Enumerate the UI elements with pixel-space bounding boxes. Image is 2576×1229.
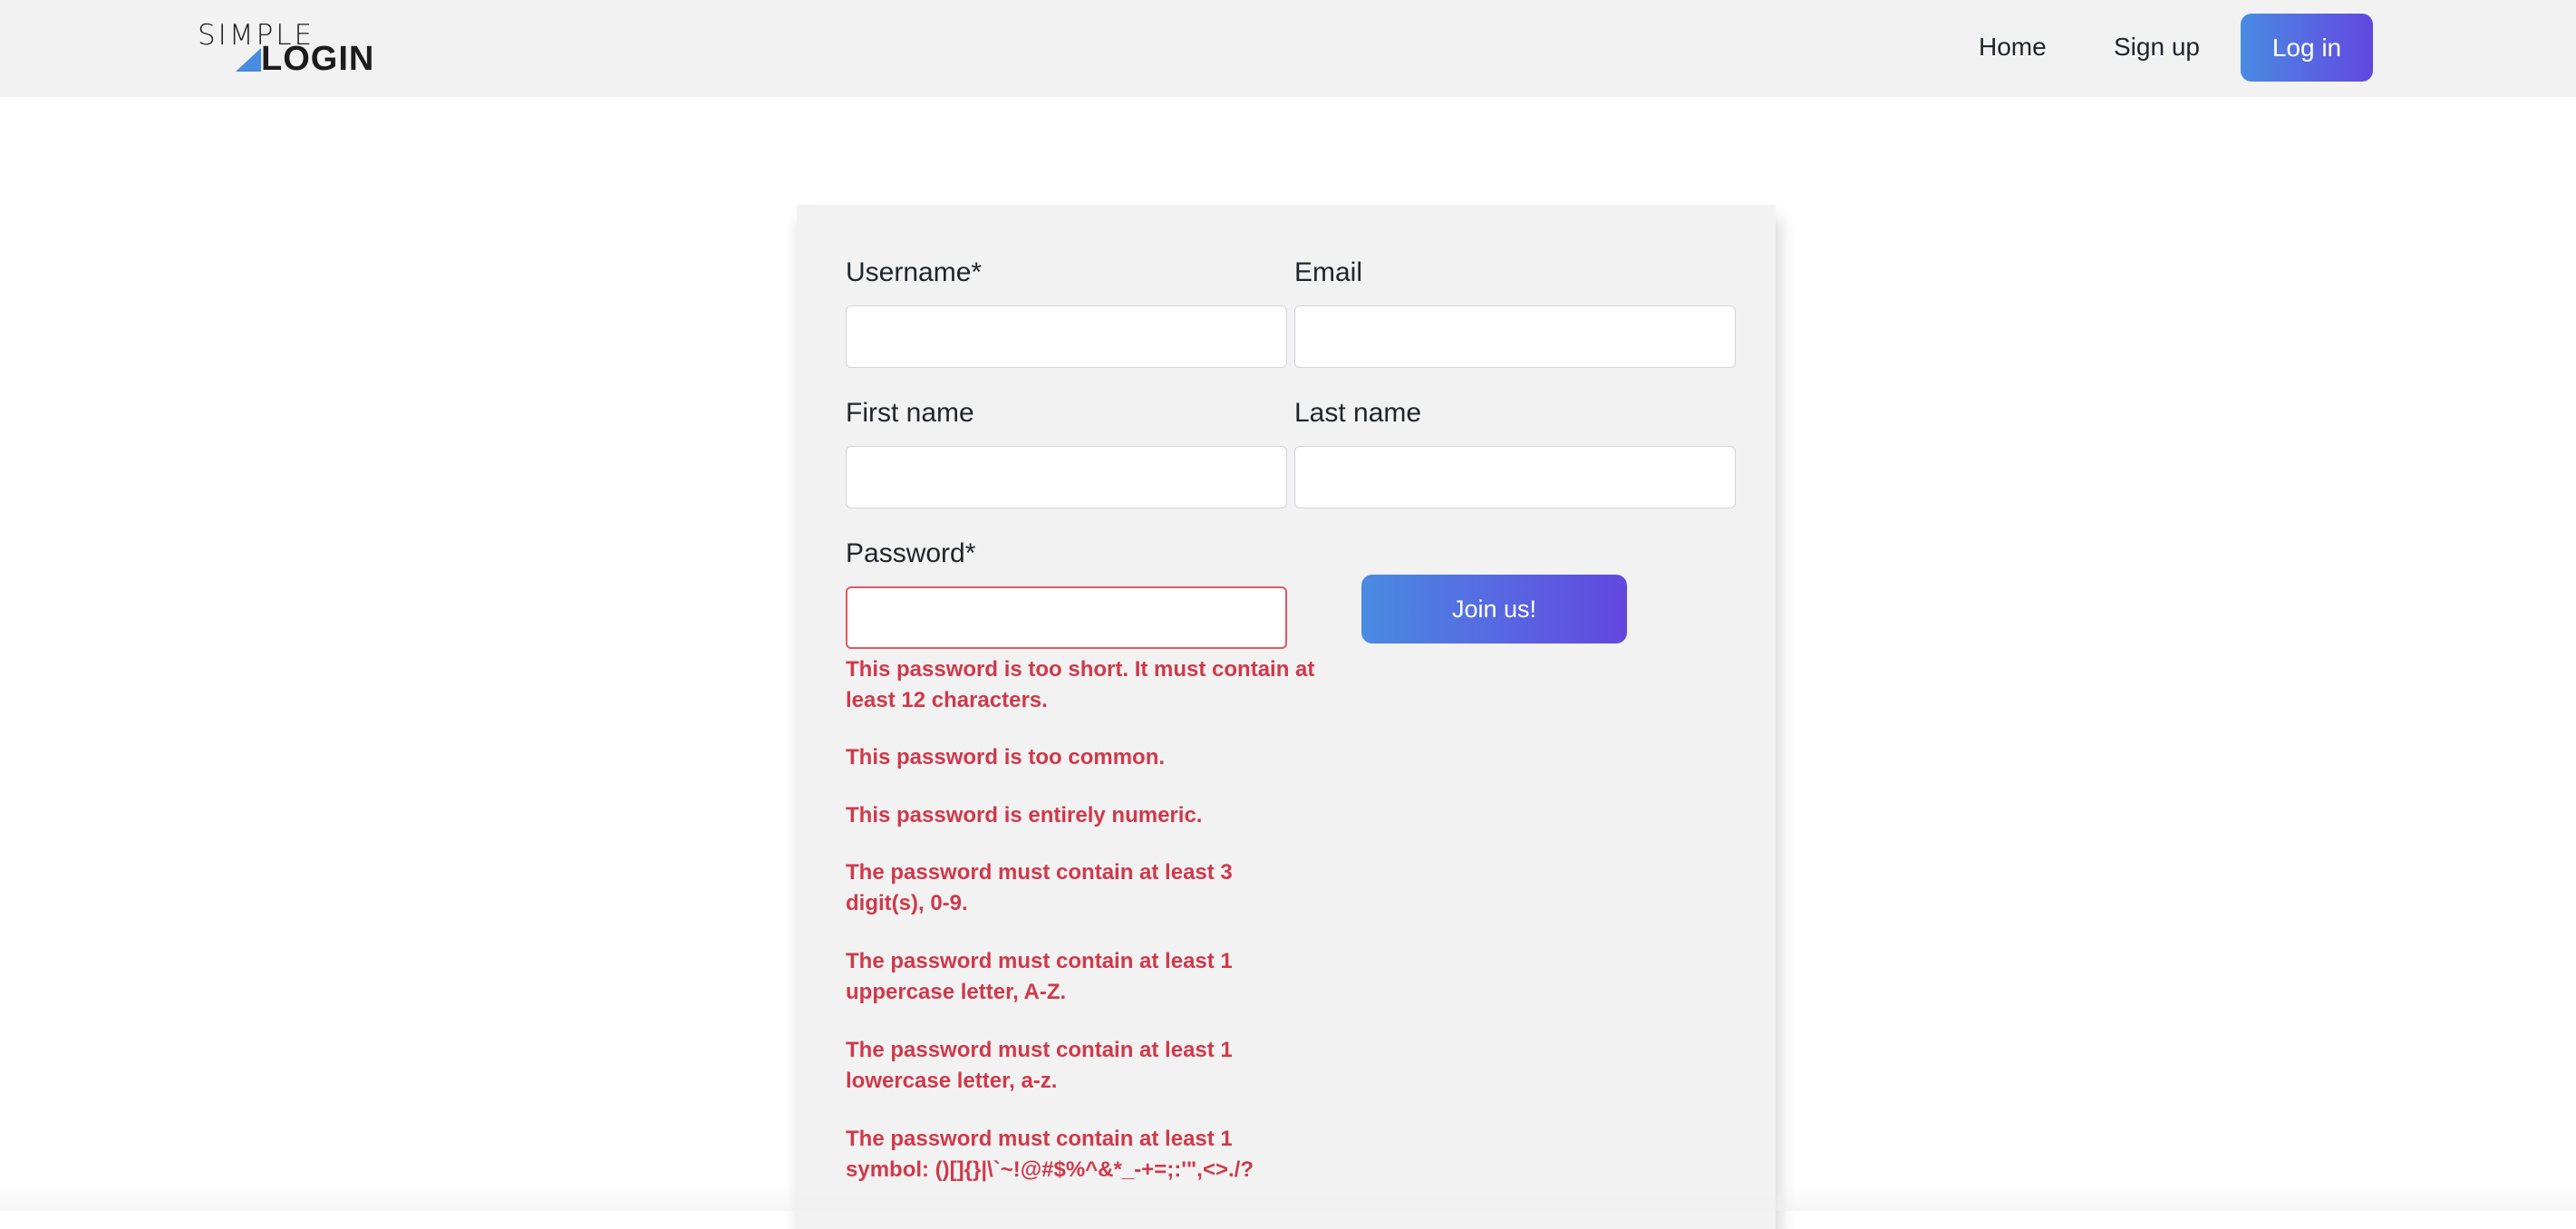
- first-name-input[interactable]: [846, 446, 1287, 508]
- username-label: Username*: [846, 257, 983, 287]
- nav-signup-link[interactable]: Sign up: [2114, 33, 2200, 61]
- logo-text-top: SIMPLE: [198, 19, 315, 52]
- logo-text-bottom: LOGIN: [261, 40, 375, 78]
- password-label: Password*: [846, 538, 976, 568]
- password-input[interactable]: [846, 586, 1287, 649]
- password-error: The password must contain at least 1 lowercase letter, a-z.: [846, 1038, 1233, 1093]
- login-button[interactable]: Log in: [2241, 14, 2373, 82]
- password-error: The password must contain at least 3 digit(s), 0-9.: [846, 860, 1233, 915]
- join-button[interactable]: Join us!: [1361, 575, 1627, 644]
- email-label: Email: [1294, 257, 1363, 287]
- password-error: This password is too common.: [846, 745, 1166, 769]
- password-error: This password is entirely numeric.: [846, 803, 1203, 827]
- logo-triangle-icon: [236, 48, 261, 72]
- first-name-label: First name: [846, 398, 974, 428]
- last-name-input[interactable]: [1294, 446, 1736, 508]
- password-error: The password must contain at least 1 uppercase letter, A-Z.: [846, 949, 1233, 1004]
- username-input[interactable]: [846, 305, 1287, 368]
- nav-home-link[interactable]: Home: [1979, 33, 2047, 61]
- last-name-label: Last name: [1294, 398, 1422, 428]
- password-error: The password must contain at least 1 symbol: ()[]{}|\`~!@#$%^&*_-+=;:'",<>./?: [846, 1127, 1254, 1182]
- navbar: [0, 0, 2576, 97]
- simplelogin-logo[interactable]: [198, 20, 383, 76]
- email-input[interactable]: [1294, 305, 1736, 368]
- password-error: This password is too short. It must contain at least 12 characters.: [846, 657, 1315, 712]
